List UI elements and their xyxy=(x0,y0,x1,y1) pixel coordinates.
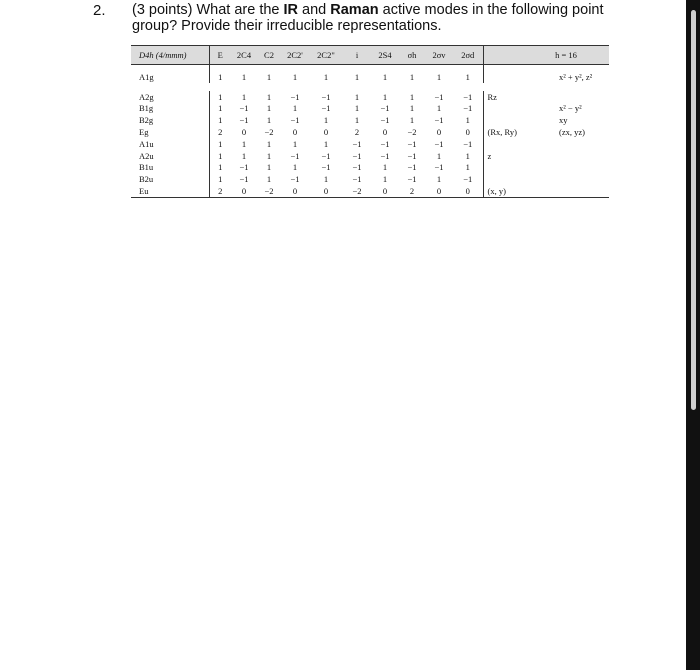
symmetry-operation-header: 2C4 xyxy=(231,46,257,65)
character-cell: 1 xyxy=(354,115,360,126)
group-order-label: h = 16 xyxy=(523,46,609,65)
quadratic-function-cell: x² − y² xyxy=(559,103,582,114)
question-number: 2. xyxy=(93,2,106,19)
character-cell: −1 xyxy=(239,115,249,126)
character-cell: 1 xyxy=(409,91,415,102)
character-cell: −1 xyxy=(239,103,249,114)
character-cell: 1 xyxy=(436,103,442,114)
irrep-label: Eu xyxy=(131,185,209,197)
character-cell: 1 xyxy=(323,115,329,126)
character-cell: 1 xyxy=(409,103,415,114)
character-cell: −1 xyxy=(407,174,417,185)
character-cell: 1 xyxy=(209,138,231,150)
table-row xyxy=(131,185,609,197)
question-raman: Raman xyxy=(330,2,379,18)
point-group-label: D4h (4/mmm) xyxy=(131,46,209,65)
symmetry-operation-header: 2C2' xyxy=(281,46,309,65)
question-and: and xyxy=(298,2,331,18)
symmetry-operation-header: i xyxy=(343,46,371,65)
character-cell: 1 xyxy=(323,71,329,82)
symmetry-operation-header: C2 xyxy=(257,46,281,65)
character-cell: −1 xyxy=(434,91,444,102)
character-cell: 0 xyxy=(281,185,309,197)
character-cell: 1 xyxy=(409,71,415,82)
character-cell: 0 xyxy=(371,185,399,197)
character-cell: 1 xyxy=(382,174,388,185)
character-cell: −1 xyxy=(380,115,390,126)
character-cell: −1 xyxy=(380,103,390,114)
character-cell: −1 xyxy=(434,162,444,173)
character-cell: 0 xyxy=(241,127,247,138)
character-cell: −1 xyxy=(434,115,444,126)
character-cell: 1 xyxy=(266,150,272,161)
character-cell: 1 xyxy=(266,115,272,126)
character-cell: 1 xyxy=(266,138,272,149)
table-row xyxy=(131,91,609,103)
quadratic-function-cell: xy xyxy=(559,115,568,126)
table-row xyxy=(131,138,609,150)
character-cell: −1 xyxy=(380,150,390,161)
character-cell: 1 xyxy=(266,71,272,82)
quadratic-function-cell xyxy=(523,173,609,185)
irrep-label: B2u xyxy=(139,174,154,185)
linear-function-cell: (x, y) xyxy=(483,185,523,197)
symmetry-operation-header: 2σd xyxy=(453,46,483,65)
character-cell: −1 xyxy=(352,138,362,149)
character-cell: −1 xyxy=(321,91,331,102)
character-cell: −1 xyxy=(352,162,362,173)
irrep-label: A2g xyxy=(139,91,154,102)
table-header-row xyxy=(131,46,609,65)
character-cell: 0 xyxy=(465,127,470,138)
character-cell: −1 xyxy=(463,174,473,185)
quadratic-function-cell: (zx, yz) xyxy=(559,127,585,138)
linear-function-cell xyxy=(483,162,523,174)
character-cell: 1 xyxy=(465,162,470,173)
question-text xyxy=(132,2,612,34)
character-cell: 1 xyxy=(266,91,272,102)
character-cell: −1 xyxy=(380,138,390,149)
character-cell: 1 xyxy=(354,71,360,82)
character-cell: 1 xyxy=(436,174,442,185)
table-row xyxy=(131,150,609,162)
character-cell: 1 xyxy=(241,138,247,149)
character-cell: −2 xyxy=(264,127,274,138)
character-cell: −2 xyxy=(257,185,281,197)
character-cell: 1 xyxy=(241,150,247,161)
character-cell: 1 xyxy=(354,103,360,114)
character-cell: −1 xyxy=(239,174,249,185)
character-cell: 0 xyxy=(453,185,483,197)
character-cell: 1 xyxy=(209,173,231,185)
table-row xyxy=(131,65,609,83)
character-cell: 0 xyxy=(292,127,298,138)
character-cell: 1 xyxy=(382,91,388,102)
character-cell: −1 xyxy=(321,162,331,173)
character-cell: −1 xyxy=(463,103,473,114)
character-cell: 2 xyxy=(354,127,360,138)
table-row xyxy=(131,162,609,174)
symmetry-operation-header: 2C2" xyxy=(309,46,343,65)
linear-function-cell: (Rx, Ry) xyxy=(483,126,523,138)
linear-function-cell xyxy=(483,114,523,126)
irrep-label: A1g xyxy=(139,71,154,82)
character-cell: 0 xyxy=(425,185,453,197)
quadratic-function-cell xyxy=(523,150,609,162)
character-cell: 1 xyxy=(266,162,272,173)
character-cell: 1 xyxy=(209,91,231,103)
character-cell: 1 xyxy=(323,174,329,185)
irrep-label: A2u xyxy=(139,150,154,161)
character-cell: 1 xyxy=(292,162,298,173)
table-row xyxy=(131,173,609,185)
irrep-label: A1u xyxy=(139,138,154,149)
linear-function-cell xyxy=(483,65,523,83)
character-cell: −1 xyxy=(290,174,300,185)
quadratic-function-cell xyxy=(523,138,609,150)
character-cell: −2 xyxy=(407,127,417,138)
character-cell: 1 xyxy=(209,162,231,174)
table-row xyxy=(131,126,609,138)
character-cell: 2 xyxy=(399,185,425,197)
character-cell: 0 xyxy=(382,127,388,138)
character-cell: 1 xyxy=(465,150,470,161)
character-cell: −1 xyxy=(321,103,331,114)
linear-function-cell xyxy=(483,103,523,115)
character-table-grid xyxy=(131,45,609,198)
question-prefix: (3 points) What are the xyxy=(132,2,284,18)
window-edge-bar xyxy=(686,0,700,670)
irrep-label: Eg xyxy=(139,127,149,138)
scrollbar-thumb[interactable] xyxy=(691,10,696,410)
symmetry-operation-header: 2σv xyxy=(425,46,453,65)
linear-function-cell: Rz xyxy=(483,91,523,103)
character-cell: −1 xyxy=(290,150,300,161)
character-cell: −1 xyxy=(239,162,249,173)
character-cell: 0 xyxy=(436,127,442,138)
row-spacer xyxy=(131,83,609,91)
character-cell: 2 xyxy=(209,126,231,138)
symmetry-operation-header: 2S4 xyxy=(371,46,399,65)
table-row xyxy=(131,114,609,126)
row-spacer-cell xyxy=(131,83,609,91)
character-cell: −1 xyxy=(321,150,331,161)
character-cell: −1 xyxy=(463,91,473,102)
character-cell: 1 xyxy=(436,71,442,82)
linear-functions-header xyxy=(483,46,523,65)
character-cell: 1 xyxy=(323,138,329,149)
character-cell: 0 xyxy=(231,185,257,197)
character-cell: 1 xyxy=(209,103,231,115)
character-cell: −1 xyxy=(407,138,417,149)
quadratic-function-cell: x² + y², z² xyxy=(559,71,593,82)
table-row xyxy=(131,103,609,115)
character-cell: 1 xyxy=(266,103,272,114)
character-cell: 1 xyxy=(241,71,247,82)
character-cell: 1 xyxy=(382,71,388,82)
linear-function-cell: z xyxy=(483,150,523,162)
linear-function-cell xyxy=(483,138,523,150)
character-cell: 1 xyxy=(465,115,470,126)
character-cell: 1 xyxy=(209,150,231,162)
symmetry-operation-header: σh xyxy=(399,46,425,65)
question-suffix: active modes in the following point group? Provide their irreducible representations. xyxy=(132,2,604,34)
character-cell: −1 xyxy=(290,115,300,126)
quadratic-function-cell xyxy=(523,185,609,197)
question-ir: IR xyxy=(283,2,299,18)
character-table xyxy=(131,45,609,198)
character-cell: 1 xyxy=(354,91,360,102)
symmetry-operation-header: E xyxy=(209,46,231,65)
irrep-label: B1u xyxy=(139,162,154,173)
quadratic-function-cell xyxy=(523,91,609,103)
character-cell: 2 xyxy=(209,185,231,197)
character-cell: 1 xyxy=(209,65,231,83)
character-cell: 1 xyxy=(436,150,442,161)
character-cell: −1 xyxy=(352,150,362,161)
character-cell: −1 xyxy=(463,138,473,149)
character-cell: 1 xyxy=(241,91,247,102)
irrep-label: B2g xyxy=(139,115,154,126)
character-cell: −1 xyxy=(434,138,444,149)
character-cell: 1 xyxy=(409,115,415,126)
character-cell: −1 xyxy=(290,91,300,102)
character-cell: 1 xyxy=(266,174,272,185)
character-cell: 0 xyxy=(309,185,343,197)
character-cell: −2 xyxy=(343,185,371,197)
character-cell: 0 xyxy=(323,127,329,138)
character-cell: 1 xyxy=(382,162,388,173)
character-cell: 1 xyxy=(292,103,298,114)
linear-function-cell xyxy=(483,173,523,185)
character-cell: 1 xyxy=(209,114,231,126)
quadratic-function-cell xyxy=(523,162,609,174)
character-cell: −1 xyxy=(352,174,362,185)
character-cell: −1 xyxy=(407,150,417,161)
character-cell: 1 xyxy=(292,71,298,82)
irrep-label: B1g xyxy=(139,103,154,114)
character-cell: 1 xyxy=(292,138,298,149)
character-cell: 1 xyxy=(465,71,470,82)
character-cell: −1 xyxy=(407,162,417,173)
